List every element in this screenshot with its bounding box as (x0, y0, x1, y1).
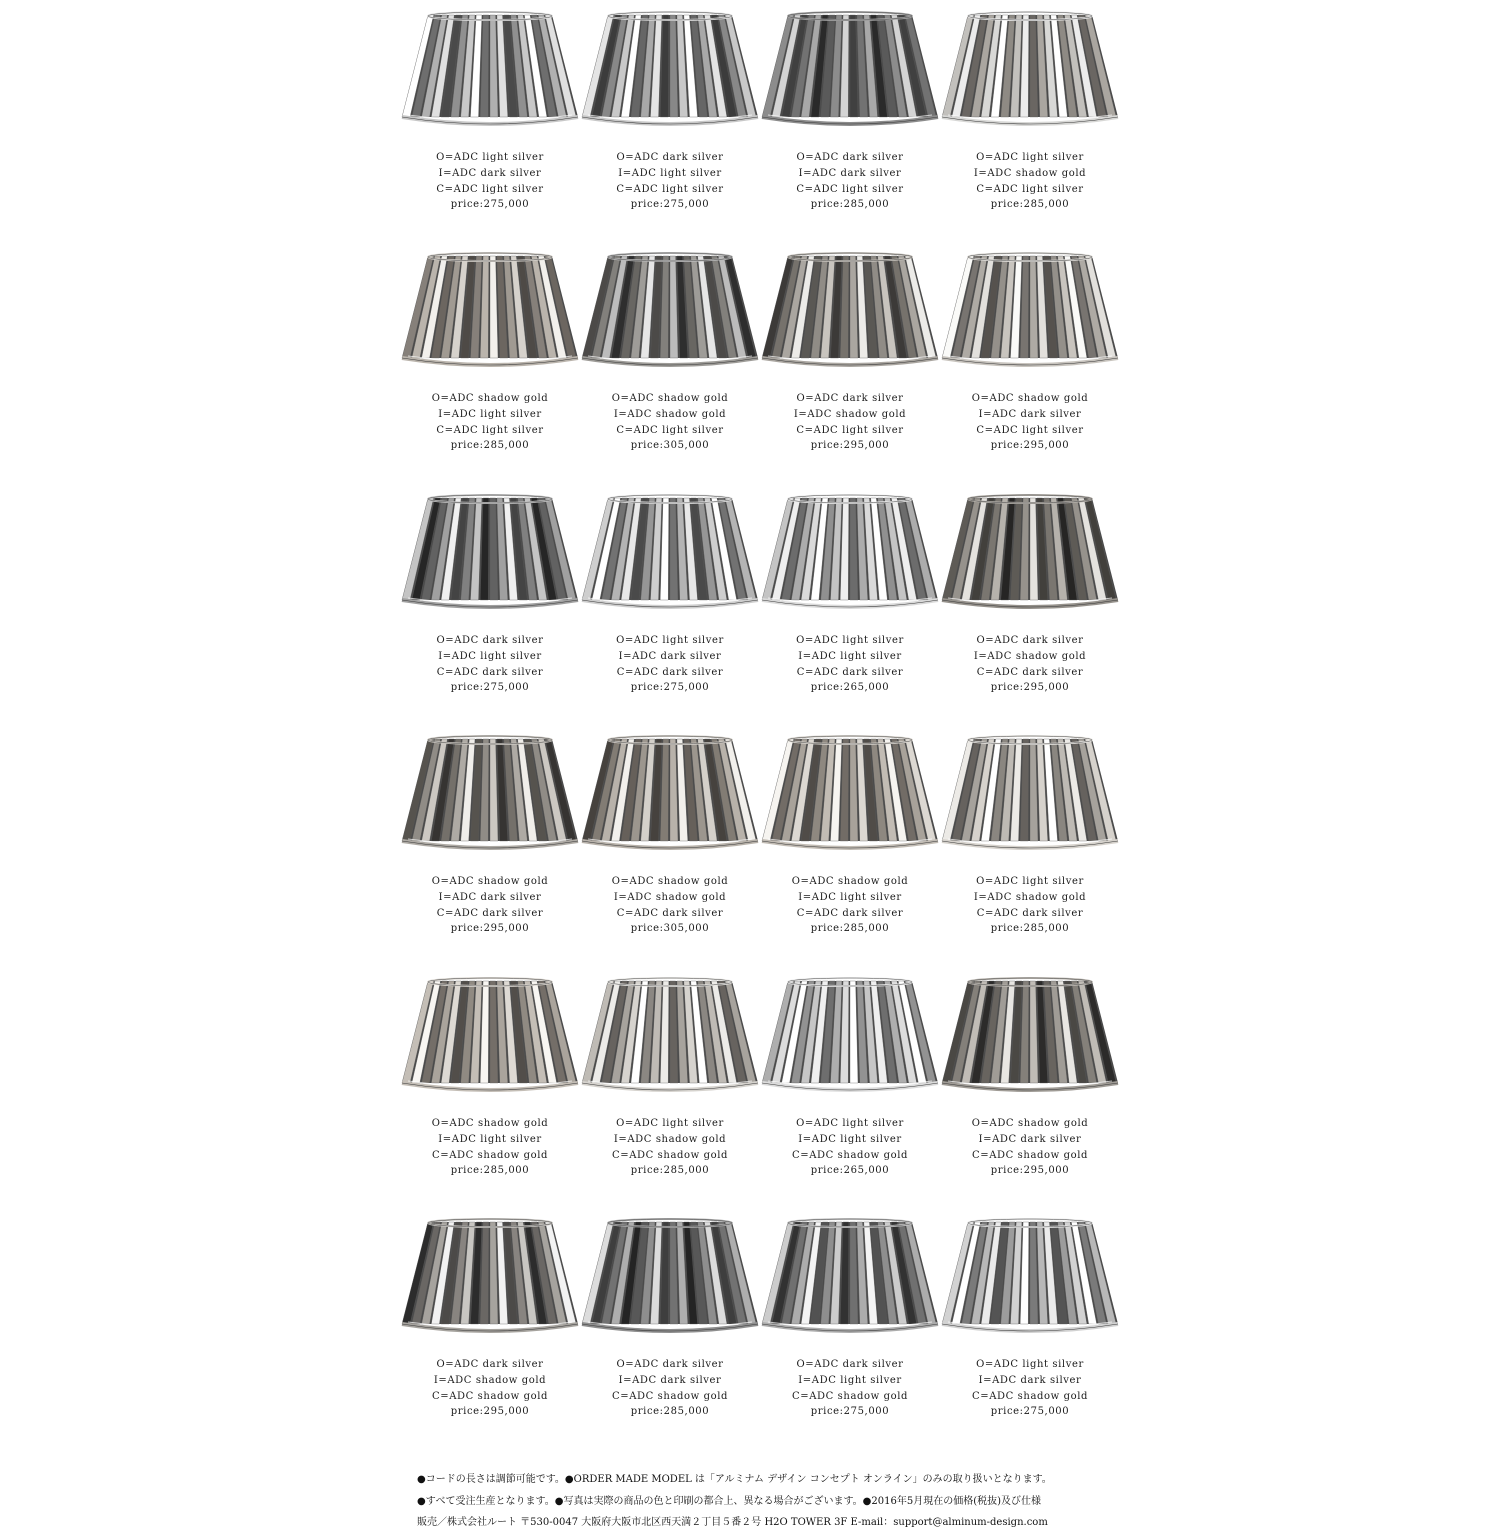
price-label: price:275,000 (630, 682, 710, 694)
price-label: price:275,000 (450, 682, 530, 694)
outer-color-label: O=ADC dark silver (796, 393, 904, 404)
product-card (580, 9, 760, 250)
cord-color-label: C=ADC light silver (436, 424, 544, 436)
product-card (580, 733, 760, 974)
lamp-shade-image (760, 1216, 940, 1346)
lamp-shade-image (940, 9, 1120, 139)
price-label: price:275,000 (990, 1406, 1070, 1418)
inner-color-label: I=ADC light silver (798, 1133, 902, 1145)
cord-color-label: C=ADC dark silver (436, 666, 544, 678)
outer-color-label: O=ADC light silver (976, 1359, 1084, 1370)
lamp-shade-image (760, 9, 940, 139)
product-spec (760, 391, 940, 454)
product-card (400, 1216, 580, 1457)
outer-color-label: O=ADC dark silver (976, 635, 1084, 646)
cord-color-label: C=ADC dark silver (976, 666, 1084, 678)
product-spec (400, 1116, 580, 1179)
cord-color-label: C=ADC light silver (796, 183, 904, 195)
inner-color-label: I=ADC light silver (438, 408, 542, 420)
inner-color-label: I=ADC light silver (618, 167, 722, 179)
outer-color-label: O=ADC shadow gold (431, 876, 549, 887)
lamp-shade-image (400, 250, 580, 380)
cord-color-label: C=ADC dark silver (976, 907, 1084, 919)
lamp-shade-image (760, 250, 940, 380)
product-card (940, 250, 1120, 491)
product-spec (760, 1116, 940, 1179)
inner-color-label: I=ADC dark silver (618, 1374, 722, 1386)
price-label: price:305,000 (630, 440, 710, 452)
inner-color-label: I=ADC light silver (438, 650, 542, 662)
price-label: price:285,000 (630, 1165, 710, 1177)
inner-color-label: I=ADC dark silver (438, 891, 542, 903)
product-spec (400, 874, 580, 937)
outer-color-label: O=ADC light silver (616, 635, 724, 646)
product-spec (940, 1357, 1120, 1420)
lamp-shade-image (760, 733, 940, 863)
price-label: price:285,000 (810, 923, 890, 935)
price-label: price:265,000 (810, 682, 890, 694)
product-card (580, 975, 760, 1216)
outer-color-label: O=ADC dark silver (796, 152, 904, 163)
cord-color-label: C=ADC dark silver (616, 666, 724, 678)
lamp-shade-image (580, 975, 760, 1105)
product-spec (940, 391, 1120, 454)
inner-color-label: I=ADC shadow gold (613, 1133, 727, 1145)
cord-color-label: C=ADC light silver (976, 183, 1084, 195)
inner-color-label: I=ADC shadow gold (973, 650, 1087, 662)
product-card (580, 492, 760, 733)
price-label: price:265,000 (810, 1165, 890, 1177)
inner-color-label: I=ADC shadow gold (433, 1374, 547, 1386)
outer-color-label: O=ADC light silver (976, 876, 1084, 887)
inner-color-label: I=ADC dark silver (978, 1374, 1082, 1386)
product-spec (940, 633, 1120, 696)
inner-color-label: I=ADC shadow gold (613, 891, 727, 903)
product-card (760, 250, 940, 491)
cord-color-label: C=ADC dark silver (616, 907, 724, 919)
lamp-shade-image (580, 733, 760, 863)
inner-color-label: I=ADC dark silver (978, 1133, 1082, 1145)
product-card (580, 1216, 760, 1457)
inner-color-label: I=ADC dark silver (438, 167, 542, 179)
product-spec (940, 874, 1120, 937)
outer-color-label: O=ADC shadow gold (971, 393, 1089, 404)
outer-color-label: O=ADC dark silver (436, 635, 544, 646)
inner-color-label: I=ADC dark silver (978, 408, 1082, 420)
lamp-shade-image (400, 9, 580, 139)
product-card (760, 1216, 940, 1457)
inner-color-label: I=ADC light silver (798, 891, 902, 903)
lamp-shade-image (940, 975, 1120, 1105)
outer-color-label: O=ADC light silver (976, 152, 1084, 163)
lamp-shade-image (940, 733, 1120, 863)
price-label: price:295,000 (990, 440, 1070, 452)
product-card (760, 492, 940, 733)
lamp-shade-image (940, 1216, 1120, 1346)
inner-color-label: I=ADC light silver (438, 1133, 542, 1145)
lamp-shade-image (940, 250, 1120, 380)
cord-color-label: C=ADC dark silver (796, 907, 904, 919)
cord-color-label: C=ADC shadow gold (791, 1149, 908, 1161)
outer-color-label: O=ADC shadow gold (611, 393, 729, 404)
product-card (940, 492, 1120, 733)
product-card (940, 1216, 1120, 1457)
product-card (400, 250, 580, 491)
cord-color-label: C=ADC shadow gold (431, 1149, 548, 1161)
cord-color-label: C=ADC light silver (616, 424, 724, 436)
product-spec (580, 874, 760, 937)
inner-color-label: I=ADC shadow gold (793, 408, 907, 420)
product-card (760, 9, 940, 250)
price-label: price:295,000 (450, 1406, 530, 1418)
product-card (940, 975, 1120, 1216)
outer-color-label: O=ADC dark silver (436, 1359, 544, 1370)
lamp-shade-image (400, 1216, 580, 1346)
cord-color-label: C=ADC shadow gold (611, 1390, 728, 1402)
footer-line-1: ●コードの長さは調節可能です。●ORDER MADE MODEL は「アルミナム デザイン コンセプト オンライン」のみの取り扱いとなります。 (417, 1474, 1052, 1485)
cord-color-label: C=ADC shadow gold (431, 1390, 548, 1402)
product-card (400, 733, 580, 974)
lamp-shade-image (580, 492, 760, 622)
price-label: price:275,000 (810, 1406, 890, 1418)
price-label: price:295,000 (810, 440, 890, 452)
product-spec (940, 150, 1120, 213)
lamp-shade-image (760, 492, 940, 622)
cord-color-label: C=ADC light silver (436, 183, 544, 195)
price-label: price:285,000 (810, 199, 890, 211)
product-card (940, 733, 1120, 974)
price-label: price:275,000 (450, 199, 530, 211)
cord-color-label: C=ADC light silver (796, 424, 904, 436)
price-label: price:295,000 (990, 682, 1070, 694)
lamp-shade-image (400, 492, 580, 622)
outer-color-label: O=ADC dark silver (616, 152, 724, 163)
price-label: price:305,000 (630, 923, 710, 935)
product-card (760, 975, 940, 1216)
price-label: price:285,000 (990, 199, 1070, 211)
outer-color-label: O=ADC light silver (796, 635, 904, 646)
outer-color-label: O=ADC light silver (616, 1118, 724, 1129)
lamp-shade-image (400, 733, 580, 863)
product-card (760, 733, 940, 974)
product-spec (580, 1357, 760, 1420)
outer-color-label: O=ADC dark silver (796, 1359, 904, 1370)
cord-color-label: C=ADC shadow gold (971, 1390, 1088, 1402)
product-card (580, 250, 760, 491)
inner-color-label: I=ADC light silver (798, 650, 902, 662)
inner-color-label: I=ADC shadow gold (973, 891, 1087, 903)
cord-color-label: C=ADC dark silver (436, 907, 544, 919)
outer-color-label: O=ADC dark silver (616, 1359, 724, 1370)
product-spec (400, 150, 580, 213)
cord-color-label: C=ADC light silver (976, 424, 1084, 436)
inner-color-label: I=ADC shadow gold (973, 167, 1087, 179)
product-spec (400, 391, 580, 454)
lamp-shade-image (580, 250, 760, 380)
outer-color-label: O=ADC shadow gold (431, 1118, 549, 1129)
product-spec (760, 874, 940, 937)
product-spec (580, 150, 760, 213)
product-spec (760, 633, 940, 696)
cord-color-label: C=ADC shadow gold (971, 1149, 1088, 1161)
outer-color-label: O=ADC shadow gold (791, 876, 909, 887)
product-spec (760, 1357, 940, 1420)
outer-color-label: O=ADC shadow gold (611, 876, 729, 887)
price-label: price:295,000 (450, 923, 530, 935)
price-label: price:285,000 (450, 440, 530, 452)
product-spec (580, 391, 760, 454)
lamp-shade-image (580, 9, 760, 139)
cord-color-label: C=ADC shadow gold (611, 1149, 728, 1161)
product-spec (400, 633, 580, 696)
footer-line-3: 販売／株式会社ルート 〒530-0047 大阪府大阪市北区西天満２丁目５番２号 H2O TOWER 3F E-mail：support@alminum-design.com (417, 1517, 1048, 1528)
product-spec (400, 1357, 580, 1420)
lamp-shade-image (580, 1216, 760, 1346)
inner-color-label: I=ADC dark silver (798, 167, 902, 179)
outer-color-label: O=ADC light silver (796, 1118, 904, 1129)
product-spec (760, 150, 940, 213)
cord-color-label: C=ADC dark silver (796, 666, 904, 678)
price-label: price:285,000 (990, 923, 1070, 935)
price-label: price:285,000 (630, 1406, 710, 1418)
footer-line-2: ●すべて受注生産となります。●写真は実際の商品の色と印刷の都合上、異なる場合がございます。●2016年5月現在の価格(税抜)及び仕様 (417, 1495, 1041, 1507)
product-spec (580, 1116, 760, 1179)
product-card (940, 9, 1120, 250)
inner-color-label: I=ADC shadow gold (613, 408, 727, 420)
product-card (400, 492, 580, 733)
lamp-shade-image (400, 975, 580, 1105)
product-spec (580, 633, 760, 696)
cord-color-label: C=ADC light silver (616, 183, 724, 195)
footer-notes (417, 1469, 1097, 1534)
price-label: price:285,000 (450, 1165, 530, 1177)
price-label: price:295,000 (990, 1165, 1070, 1177)
lamp-shade-image (940, 492, 1120, 622)
outer-color-label: O=ADC shadow gold (971, 1118, 1089, 1129)
inner-color-label: I=ADC light silver (798, 1374, 902, 1386)
product-card (400, 9, 580, 250)
outer-color-label: O=ADC light silver (436, 152, 544, 163)
outer-color-label: O=ADC shadow gold (431, 393, 549, 404)
product-card (400, 975, 580, 1216)
cord-color-label: C=ADC shadow gold (791, 1390, 908, 1402)
lamp-shade-image (760, 975, 940, 1105)
product-spec (940, 1116, 1120, 1179)
inner-color-label: I=ADC dark silver (618, 650, 722, 662)
price-label: price:275,000 (630, 199, 710, 211)
